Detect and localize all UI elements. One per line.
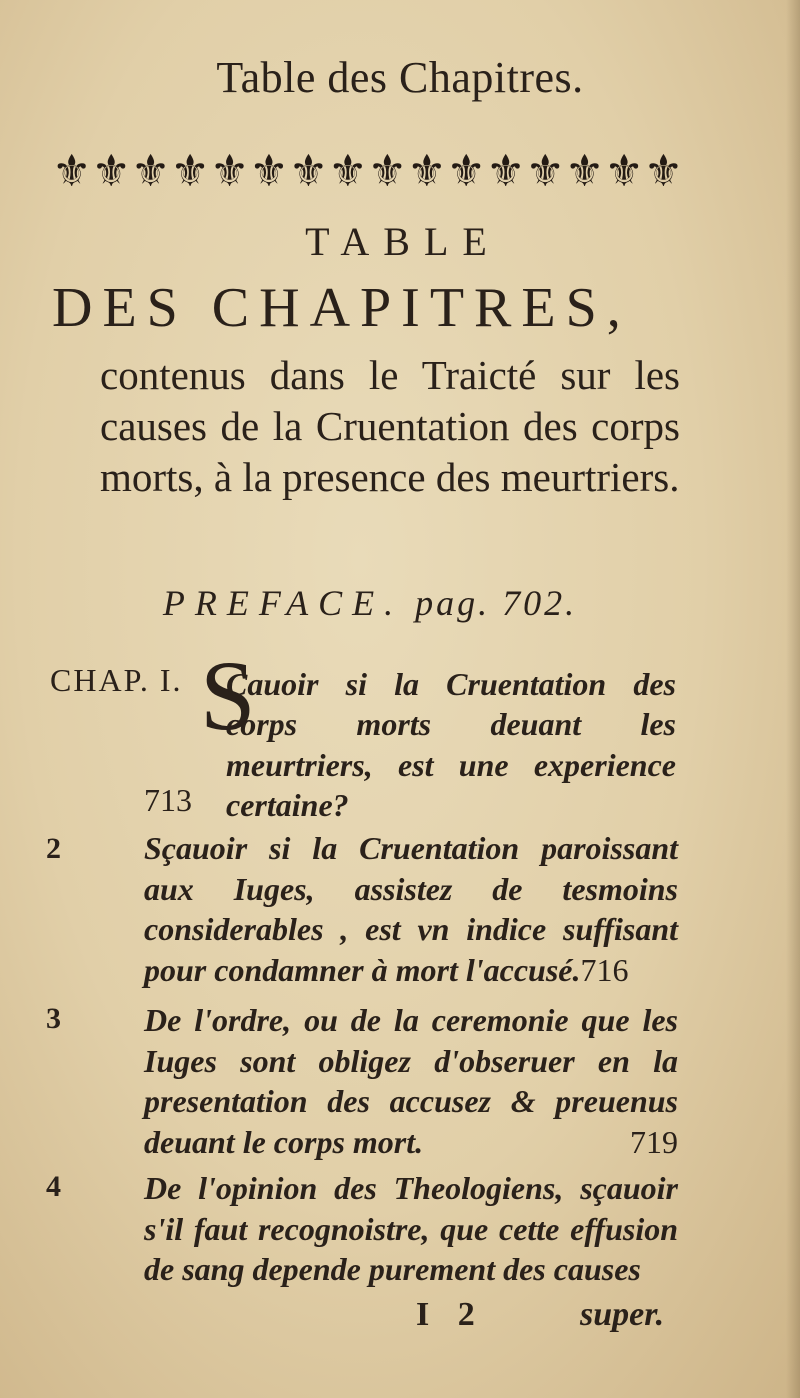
fleur-de-lis-icon: ⚜ — [604, 146, 644, 197]
chapter-2-entry — [144, 828, 678, 990]
fleur-de-lis-icon: ⚜ — [91, 146, 131, 197]
fleuron-ornament-band — [52, 142, 684, 202]
fleur-de-lis-icon: ⚜ — [130, 146, 171, 197]
fleur-de-lis-icon: ⚜ — [249, 146, 289, 197]
fleur-de-lis-icon: ⚜ — [643, 146, 684, 197]
fleur-de-lis-icon: ⚜ — [564, 146, 605, 197]
fleur-de-lis-icon: ⚜ — [328, 146, 368, 197]
chapter-2-number: 2 — [46, 832, 61, 865]
chapter-3-text: De l'ordre, ou de la ceremonie que les Iuges sont obligez d'obseruer en la presentation des accusez & preuenus deuant le corps mort. — [144, 1002, 678, 1160]
fleur-de-lis-icon: ⚜ — [446, 146, 486, 197]
drop-capital: S — [200, 640, 256, 751]
chapter-label: CHAP. I. — [50, 662, 183, 698]
chapter-4-number: 4 — [46, 1170, 61, 1203]
fleur-de-lis-icon: ⚜ — [288, 146, 329, 197]
preface-page: pag. 702. — [415, 583, 578, 623]
catchword: super. — [580, 1296, 665, 1333]
chapter-4-text: De l'opinion des Theologiens, sçauoir s'il faut recognoistre, que cette effusion de sang depende purement des causes — [144, 1170, 678, 1287]
page-edge-shadow — [786, 0, 800, 1398]
fleur-de-lis-icon: ⚜ — [170, 146, 210, 197]
signature-mark: I 2 — [416, 1296, 485, 1333]
chapter-1-first-line: Cauoir si la Cruentation des — [226, 666, 676, 702]
preface-label: PREFACE. — [162, 583, 404, 623]
preface-entry — [0, 582, 800, 624]
chapter-2-text: Sçauoir si la Cruentation paroissant aux Iuges, assistez de tesmoins considerables , est vn indice suffisant pour condamner à mort l'accusé. — [144, 830, 678, 988]
running-head: Table des Chapitres. — [216, 53, 584, 102]
chapter-1-text: corps morts deuant les meurtriers, est une experience certaine? — [226, 706, 676, 823]
chapter-4-entry — [144, 1168, 678, 1290]
fleur-de-lis-icon: ⚜ — [52, 146, 92, 197]
chapter-3-entry — [144, 1000, 678, 1162]
heading-des-chapitres: DES CHAPITRES, — [52, 277, 631, 339]
chapter-1-page: 713 — [144, 782, 192, 818]
fleur-de-lis-icon: ⚜ — [209, 146, 250, 197]
fleur-de-lis-icon: ⚜ — [367, 146, 408, 197]
chapter-3-number: 3 — [46, 1002, 61, 1035]
heading-table: TABLE — [305, 219, 501, 264]
fleur-de-lis-icon: ⚜ — [485, 146, 526, 197]
subtitle: contenus dans le Traicté sur les causes de la Cruentation des corps morts, à la presence des meurtriers. — [100, 352, 680, 500]
chapter-3-page: 719 — [630, 1123, 678, 1160]
chapter-2-page: 716 — [580, 951, 629, 988]
fleur-de-lis-icon: ⚜ — [407, 146, 447, 197]
fleur-de-lis-icon: ⚜ — [525, 146, 565, 197]
